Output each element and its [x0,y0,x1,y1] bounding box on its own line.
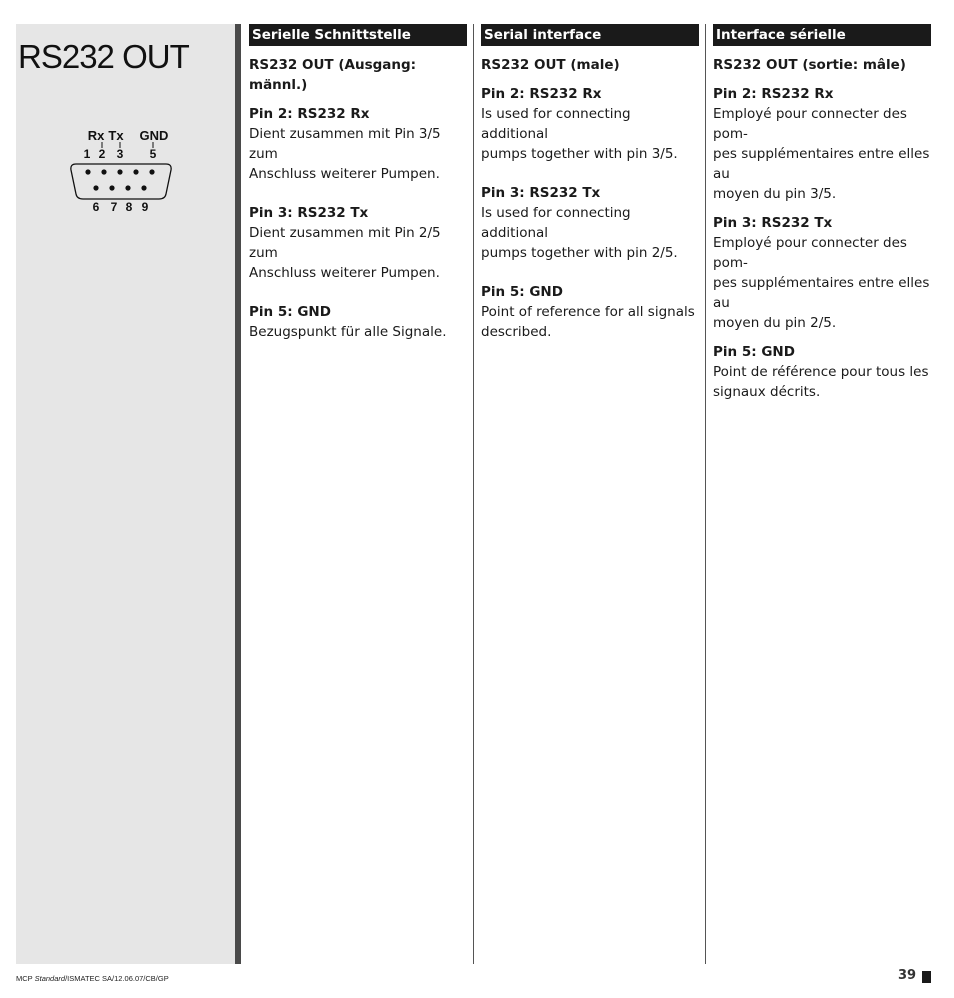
pin-description: Dient zusammen mit Pin 3/5 zum Anschluss weiterer Pumpen. [249,126,441,182]
pin-block [713,342,931,402]
pin-description: Is used for connecting additional pumps together with pin 3/5. [481,106,678,162]
pin-number-7: 7 [110,200,118,214]
column-header: Serial interface [481,24,699,46]
pin-block [713,213,931,333]
column-header: Interface sérielle [713,24,931,46]
footer-prefix: MCP [16,974,35,983]
pin-title: Pin 2: RS232 Rx [713,86,834,102]
pin-title: Pin 5: GND [713,344,795,360]
footer-italic: Standard [34,974,66,983]
pin-dots [85,169,154,190]
pin-title: Pin 3: RS232 Tx [481,185,601,201]
pin-number-6: 6 [92,200,100,214]
pin-description: Employé pour connecter des pom- pes supplémentaires entre elles au moyen du pin 2/5. [713,235,930,331]
pin-number-9: 9 [141,200,149,214]
column-header: Serielle Schnittstelle [249,24,467,46]
pin-block [481,84,699,164]
column-english [481,24,699,964]
pin-title: Pin 5: GND [249,304,331,320]
pin-title: Pin 2: RS232 Rx [249,106,370,122]
db9-connector-icon [62,124,192,216]
pin-block [249,203,467,283]
column-german [249,24,467,964]
pin-number-3: 3 [116,147,124,161]
pin-description: Is used for connecting additional pumps together with pin 2/5. [481,205,678,261]
pin-block [713,84,931,204]
pin-block [249,104,467,184]
pin-block [481,183,699,263]
page-marker-square [922,971,931,983]
label-rx: Rx [87,128,105,143]
pin-description: Point of reference for all signals described. [481,304,695,340]
column-subtitle: RS232 OUT (sortie: mâle) [713,57,906,73]
pin-number-2: 2 [98,147,106,161]
pin-description: Employé pour connecter des pom- pes supplémentaires entre elles au moyen du pin 3/5. [713,106,930,202]
column-subtitle: RS232 OUT (Ausgang: männl.) [249,57,417,93]
pin-block [481,282,699,342]
page-title: RS232 OUT [18,38,189,75]
label-tx: Tx [108,128,124,143]
page-number: 39 [898,968,917,983]
column-french [713,24,931,964]
pin-block [249,302,467,342]
footer-suffix: /ISMATEC SA/12.06.07/CB/GP [65,974,169,983]
pin-number-5: 5 [149,147,157,161]
footer-reference [16,974,169,983]
pin-title: Pin 5: GND [481,284,563,300]
sidebar-divider [235,24,241,964]
column-divider [473,24,474,964]
pin-number-8: 8 [125,200,133,214]
column-divider [705,24,706,964]
column-subtitle: RS232 OUT (male) [481,57,620,73]
pin-title: Pin 3: RS232 Tx [713,215,833,231]
pin-number-1: 1 [83,147,91,161]
pin-description: Dient zusammen mit Pin 2/5 zum Anschluss weiterer Pumpen. [249,225,441,281]
pin-description: Bezugspunkt für alle Signale. [249,324,447,340]
pin-title: Pin 3: RS232 Tx [249,205,369,221]
connector-shell [71,164,171,199]
pin-title: Pin 2: RS232 Rx [481,86,602,102]
pin-description: Point de référence pour tous les signaux décrits. [713,364,929,400]
db9-connector-diagram [62,124,192,216]
label-gnd: GND [139,128,169,143]
